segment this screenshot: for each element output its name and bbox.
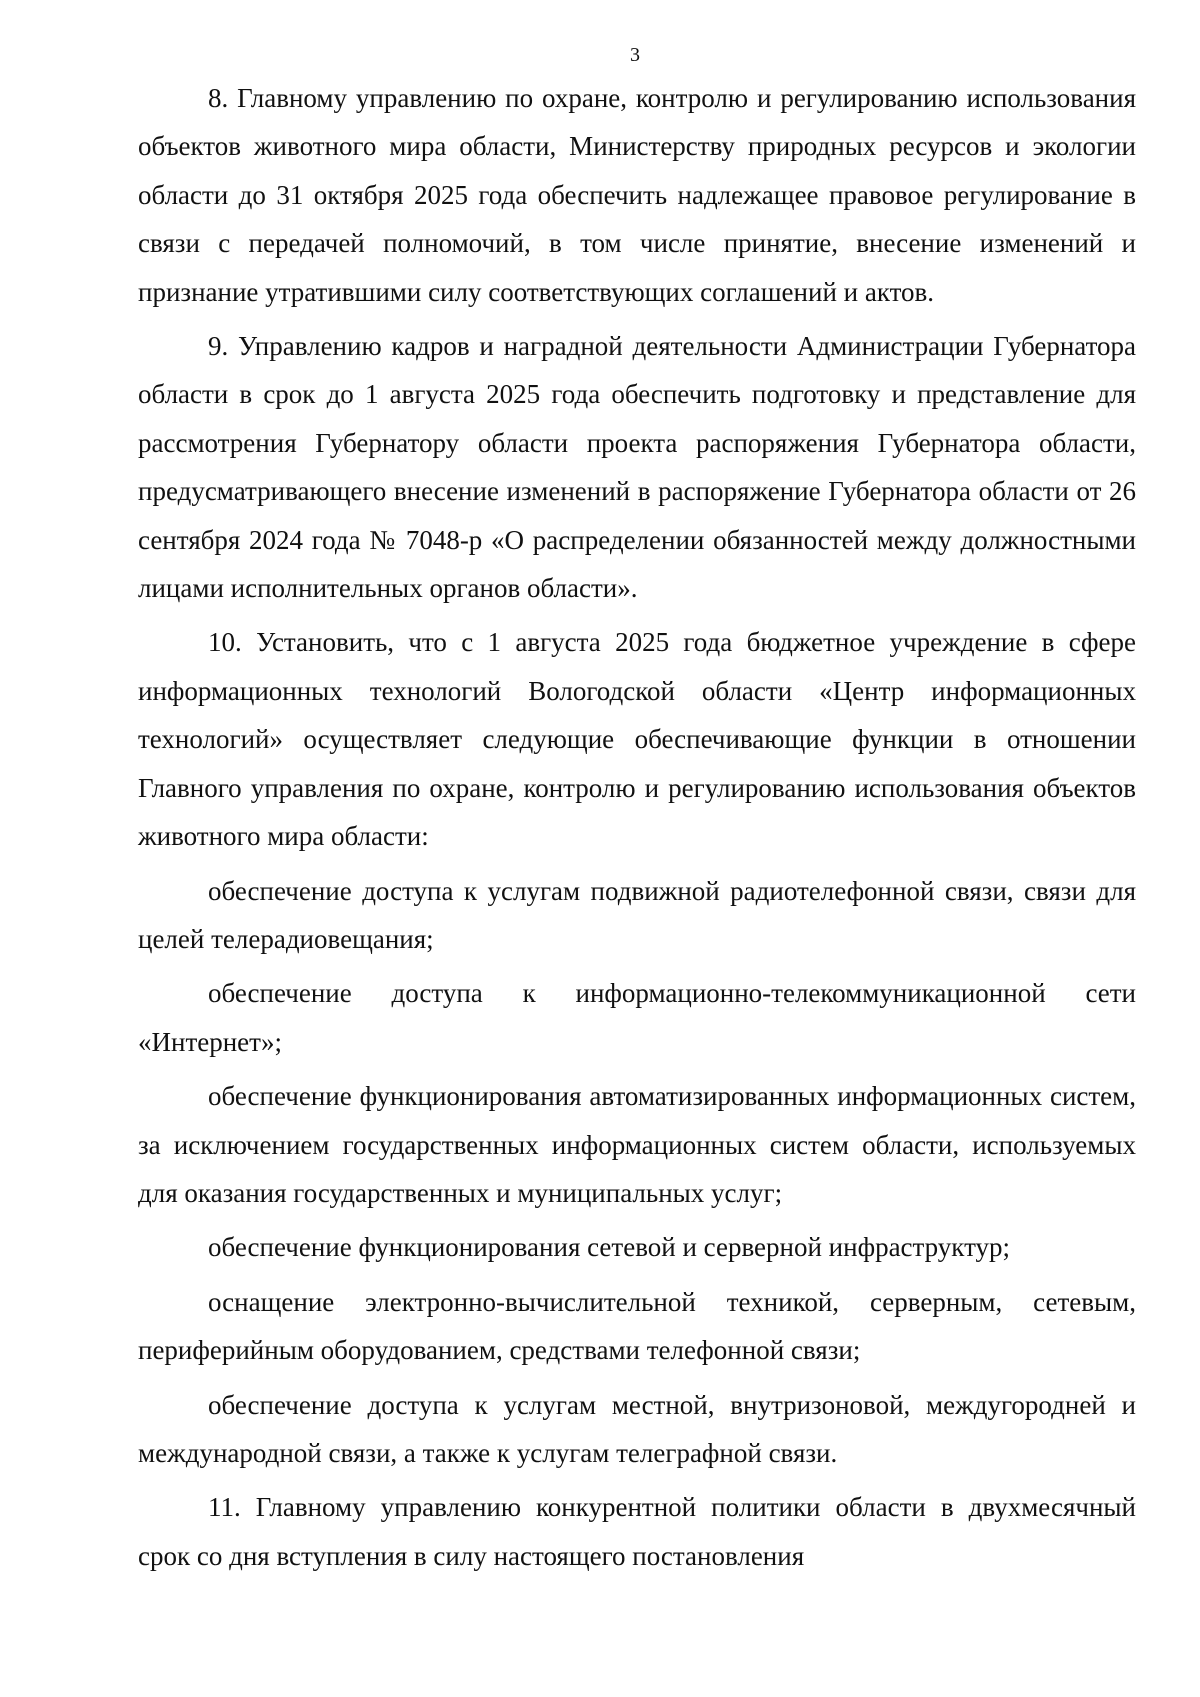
paragraph-item-9: 9. Управлению кадров и наградной деятельности Администрации Губернатора области в срок до 1 августа 2025 года обеспечить подготовку и представление для рассмотрения Губернатору области проекта распоряжения Губернатора области, предусматривающего внесение изменений в распоряжение Губернатора области от 26 сентября 2024 года № 7048-р «О распределении обязанностей между должностными лицами исполнительных органов области».	[138, 331, 1136, 604]
page-number: 3	[630, 44, 640, 66]
list-item-information-systems: обеспечение функционирования автоматизированных информационных систем, за исключением государственных информационных систем области, используемых для оказания государственных и муниципальных услуг;	[138, 1081, 1136, 1208]
list-item-mobile-communications: обеспечение доступа к услугам подвижной радиотелефонной связи, связи для целей телерадиовещания;	[138, 875, 1136, 954]
paragraph-item-8: 8. Главному управлению по охране, контролю и регулированию использования объектов животного мира области, Министерству природных ресурсов и экологии области до 31 октября 2025 года обеспечить надлежащее правовое регулирование в связи с передачей полномочий, в том числе принятие, внесение изменений и признание утратившими силу соответствующих соглашений и актов.	[138, 83, 1136, 307]
paragraph-item-11: 11. Главному управлению конкурентной политики области в двухмесячный срок со дня вступления в силу настоящего постановления	[138, 1492, 1136, 1571]
paragraph-item-10: 10. Установить, что с 1 августа 2025 года бюджетное учреждение в сфере информационных технологий Вологодской области «Центр информационных технологий» осуществляет следующие обеспечивающие функции в отношении Главного управления по охране, контролю и регулированию использования объектов животного мира области:	[138, 627, 1136, 852]
document-body	[138, 68, 1136, 1580]
list-item-telephone-telegraph: обеспечение доступа к услугам местной, внутризоновой, междугородней и международной связи, а также к услугам телеграфной связи.	[138, 1389, 1136, 1468]
list-item-computer-equipment: оснащение электронно-вычислительной техникой, серверным, сетевым, периферийным оборудованием, средствами телефонной связи;	[138, 1286, 1136, 1366]
list-item-network-infrastructure: обеспечение функционирования сетевой и серверной инфраструктур;	[208, 1232, 1011, 1263]
list-item-internet-access: обеспечение доступа к информационно-телекоммуникационной сети «Интернет»;	[138, 978, 1136, 1057]
